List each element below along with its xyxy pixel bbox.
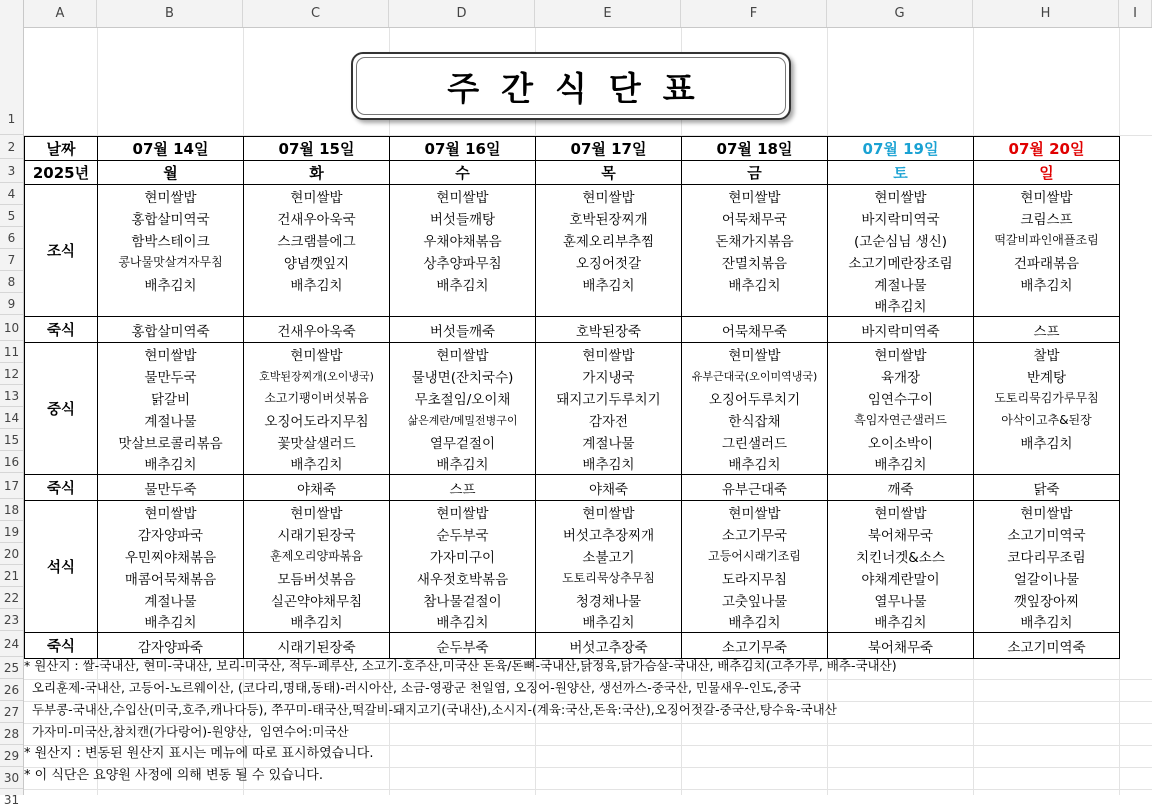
lunch-row xyxy=(25,431,1120,453)
weekday-row xyxy=(25,161,1120,185)
row-header-3[interactable]: 3 xyxy=(0,159,23,183)
porridge-cell[interactable]: 바지락미역죽 xyxy=(828,317,974,343)
porridge-cell[interactable]: 스프 xyxy=(390,475,536,501)
menu-cell[interactable]: 현미쌀밥 xyxy=(390,185,536,207)
column-header-e[interactable]: E xyxy=(535,0,681,27)
weekday-cell-saturday[interactable]: 토 xyxy=(828,161,974,185)
menu-cell[interactable]: 우채야채볶음 xyxy=(390,229,536,251)
menu-cell[interactable]: 임연수구이 xyxy=(828,387,974,409)
menu-cell[interactable]: 아삭이고추&된장 xyxy=(974,409,1120,431)
menu-cell[interactable]: 도토리묵김가루무침 xyxy=(974,387,1120,409)
menu-cell[interactable]: 호박된장찌개(오이냉국) xyxy=(244,365,390,387)
origin-note-line[interactable]: 오리훈제-국내산, 고등어-노르웨이산, (코다리,명태,동태)-러시아산, 소금-영광군 천일염, 오징어-원양산, 생선까스-중국산, 민물새우-인도,중국 xyxy=(24,680,801,695)
menu-cell[interactable]: 모듬버섯볶음 xyxy=(244,567,390,589)
row-header-9[interactable]: 9 xyxy=(0,293,23,315)
menu-cell[interactable]: 현미쌀밥 xyxy=(828,343,974,365)
year-label-cell[interactable]: 2025년 xyxy=(25,161,98,185)
breakfast-row xyxy=(25,251,1120,273)
menu-cell[interactable]: 현미쌀밥 xyxy=(974,501,1120,523)
menu-cell[interactable]: 시래기된장국 xyxy=(244,523,390,545)
menu-cell[interactable]: 얼갈이나물 xyxy=(974,567,1120,589)
menu-cell[interactable]: 우민찌야채볶음 xyxy=(98,545,244,567)
date-cell[interactable]: 07월 15일 xyxy=(244,137,390,161)
menu-cell[interactable]: 북어채무국 xyxy=(828,523,974,545)
menu-cell[interactable]: 현미쌀밥 xyxy=(536,343,682,365)
column-header-b[interactable]: B xyxy=(97,0,243,27)
menu-cell[interactable]: 고춧잎나물 xyxy=(682,589,828,611)
menu-cell[interactable]: 한식잡채 xyxy=(682,409,828,431)
menu-cell[interactable]: 감자전 xyxy=(536,409,682,431)
menu-cell[interactable]: 배추김치 xyxy=(98,453,244,475)
date-cell[interactable]: 07월 17일 xyxy=(536,137,682,161)
menu-cell[interactable]: 물냉면(잔치국수) xyxy=(390,365,536,387)
menu-cell[interactable]: 현미쌀밥 xyxy=(536,501,682,523)
dinner-row xyxy=(25,567,1120,589)
menu-cell[interactable]: 콩나물맛살겨자무침 xyxy=(98,251,244,273)
column-header-c[interactable]: C xyxy=(243,0,389,27)
menu-cell[interactable]: 현미쌀밥 xyxy=(98,343,244,365)
menu-cell[interactable]: 닭갈비 xyxy=(98,387,244,409)
dinner-row xyxy=(25,523,1120,545)
menu-cell[interactable]: 새우젓호박볶음 xyxy=(390,567,536,589)
menu-cell[interactable]: 소고기무국 xyxy=(682,523,828,545)
menu-cell[interactable] xyxy=(98,295,244,317)
origin-note-line[interactable]: * 원산지 : 쌀-국내산, 현미-국내산, 보리-미국산, 적두-페루산, 소고기-호주산,미국산 돈육/돈뼈-국내산,닭정육,닭가슴살-국내산, 배추김치(고추가루, 배추-국내산) xyxy=(24,658,897,673)
row-header-29[interactable]: 29 xyxy=(0,745,23,767)
menu-cell[interactable]: 배추김치 xyxy=(682,453,828,475)
menu-cell[interactable]: 배추김치 xyxy=(390,611,536,633)
menu-cell[interactable]: 코다리무조림 xyxy=(974,545,1120,567)
row-header-11[interactable]: 11 xyxy=(0,341,23,363)
porridge-row xyxy=(25,475,1120,501)
date-row xyxy=(25,137,1120,161)
menu-cell[interactable]: 열무나물 xyxy=(828,589,974,611)
menu-cell[interactable]: 배추김치 xyxy=(682,611,828,633)
menu-cell[interactable]: (고순심님 생신) xyxy=(828,229,974,251)
breakfast-label[interactable]: 조식 xyxy=(25,185,98,317)
menu-cell[interactable]: 계절나물 xyxy=(98,409,244,431)
menu-cell[interactable]: 소고기미역국 xyxy=(974,523,1120,545)
row-header-20[interactable]: 20 xyxy=(0,543,23,565)
row-header-31[interactable]: 31 xyxy=(3,793,20,807)
row-header-28[interactable]: 28 xyxy=(0,723,23,745)
porridge-cell[interactable]: 북어채무죽 xyxy=(828,633,974,659)
menu-cell[interactable]: 현미쌀밥 xyxy=(390,343,536,365)
porridge-cell[interactable]: 깨죽 xyxy=(828,475,974,501)
menu-cell[interactable]: 잔멸치볶음 xyxy=(682,251,828,273)
menu-cell[interactable]: 버섯들깨탕 xyxy=(390,207,536,229)
weekday-cell[interactable]: 목 xyxy=(536,161,682,185)
origin-note-line[interactable]: 가자미-미국산,참치캔(가다랑어)-원양산, 임연수어:미국산 xyxy=(24,724,349,739)
weekday-cell[interactable]: 수 xyxy=(390,161,536,185)
row-header-4[interactable]: 4 xyxy=(0,183,23,205)
menu-cell[interactable]: 현미쌀밥 xyxy=(536,185,682,207)
menu-cell[interactable]: 배추김치 xyxy=(536,453,682,475)
menu-cell[interactable]: 야채계란말이 xyxy=(828,567,974,589)
porridge-cell[interactable]: 야채죽 xyxy=(536,475,682,501)
menu-cell[interactable]: 홍합살미역국 xyxy=(98,207,244,229)
title-box xyxy=(351,52,791,120)
menu-cell[interactable]: 참나물겉절이 xyxy=(390,589,536,611)
menu-cell[interactable]: 현미쌀밥 xyxy=(244,501,390,523)
menu-cell[interactable]: 함박스테이크 xyxy=(98,229,244,251)
dinner-row xyxy=(25,611,1120,633)
column-header-h[interactable]: H xyxy=(973,0,1119,27)
menu-cell[interactable]: 돼지고기두루치기 xyxy=(536,387,682,409)
menu-cell[interactable]: 배추김치 xyxy=(390,273,536,295)
menu-cell[interactable]: 매콤어묵채볶음 xyxy=(98,567,244,589)
lunch-row xyxy=(25,365,1120,387)
page-title: 주간식단표 xyxy=(447,68,717,108)
menu-cell[interactable]: 오징어젓갈 xyxy=(536,251,682,273)
menu-cell[interactable]: 도라지무침 xyxy=(682,567,828,589)
porridge-cell[interactable]: 야채죽 xyxy=(244,475,390,501)
column-header-d[interactable]: D xyxy=(389,0,535,27)
menu-cell[interactable]: 배추김치 xyxy=(244,453,390,475)
breakfast-row xyxy=(25,295,1120,317)
menu-cell[interactable]: 가지냉국 xyxy=(536,365,682,387)
menu-cell[interactable]: 건파래볶음 xyxy=(974,251,1120,273)
menu-cell[interactable]: 배추김치 xyxy=(828,295,974,317)
column-header-a[interactable]: A xyxy=(24,0,97,27)
menu-cell[interactable]: 스크램블에그 xyxy=(244,229,390,251)
menu-cell[interactable]: 순두부국 xyxy=(390,523,536,545)
menu-cell[interactable]: 버섯고추장찌개 xyxy=(536,523,682,545)
date-cell[interactable]: 07월 14일 xyxy=(98,137,244,161)
menu-cell[interactable]: 배추김치 xyxy=(536,273,682,295)
menu-cell[interactable] xyxy=(390,295,536,317)
menu-cell[interactable]: 오이소박이 xyxy=(828,431,974,453)
menu-cell[interactable]: 양념깻잎지 xyxy=(244,251,390,273)
menu-cell[interactable]: 계절나물 xyxy=(536,431,682,453)
column-header-i[interactable]: I xyxy=(1119,0,1152,27)
row-header-22[interactable]: 22 xyxy=(0,587,23,609)
menu-cell[interactable]: 소불고기 xyxy=(536,545,682,567)
menu-cell[interactable]: 배추김치 xyxy=(244,273,390,295)
porridge-label[interactable]: 죽식 xyxy=(25,475,98,501)
row-header-14[interactable]: 14 xyxy=(0,407,23,429)
menu-cell[interactable] xyxy=(974,295,1120,317)
porridge-label[interactable]: 죽식 xyxy=(25,633,98,659)
menu-cell[interactable]: 유부근대국(오이미역냉국) xyxy=(682,365,828,387)
menu-cell[interactable]: 배추김치 xyxy=(974,611,1120,633)
menu-cell[interactable]: 소고기메란장조림 xyxy=(828,251,974,273)
menu-cell[interactable]: 현미쌀밥 xyxy=(974,185,1120,207)
menu-cell[interactable]: 찰밥 xyxy=(974,343,1120,365)
menu-cell[interactable]: 도토리묵상추무침 xyxy=(536,567,682,589)
porridge-cell[interactable]: 소고기무죽 xyxy=(682,633,828,659)
menu-cell[interactable]: 청경채나물 xyxy=(536,589,682,611)
menu-cell[interactable]: 어묵채무국 xyxy=(682,207,828,229)
menu-cell[interactable]: 맛살브로콜리볶음 xyxy=(98,431,244,453)
row-header-7[interactable]: 7 xyxy=(0,249,23,271)
menu-cell[interactable]: 고등어시래기조림 xyxy=(682,545,828,567)
porridge-cell[interactable]: 건새우아욱죽 xyxy=(244,317,390,343)
menu-cell[interactable]: 돈채가지볶음 xyxy=(682,229,828,251)
menu-cell[interactable]: 그린샐러드 xyxy=(682,431,828,453)
menu-cell[interactable]: 계절나물 xyxy=(98,589,244,611)
date-label-cell[interactable]: 날짜 xyxy=(25,137,98,161)
row-header-12[interactable]: 12 xyxy=(0,363,23,385)
menu-cell[interactable]: 실곤약야채무침 xyxy=(244,589,390,611)
row-header-16[interactable]: 16 xyxy=(0,451,23,473)
breakfast-row xyxy=(25,229,1120,251)
porridge-row xyxy=(25,317,1120,343)
menu-cell[interactable] xyxy=(682,295,828,317)
breakfast-row xyxy=(25,185,1120,207)
menu-cell[interactable]: 배추김치 xyxy=(536,611,682,633)
menu-cell[interactable]: 배추김치 xyxy=(974,273,1120,295)
menu-cell[interactable]: 건새우아욱국 xyxy=(244,207,390,229)
lunch-row xyxy=(25,387,1120,409)
lunch-row xyxy=(25,409,1120,431)
weekday-cell[interactable]: 화 xyxy=(244,161,390,185)
menu-cell[interactable]: 열무겉절이 xyxy=(390,431,536,453)
menu-cell[interactable]: 떡갈비파인애플조림 xyxy=(974,229,1120,251)
menu-cell[interactable]: 배추김치 xyxy=(98,273,244,295)
porridge-cell[interactable]: 물만두죽 xyxy=(98,475,244,501)
porridge-cell[interactable]: 닭죽 xyxy=(974,475,1120,501)
weekly-menu-table xyxy=(24,136,1120,659)
menu-cell[interactable]: 배추김치 xyxy=(390,453,536,475)
dinner-row xyxy=(25,545,1120,567)
row-header-26[interactable]: 26 xyxy=(0,679,23,701)
menu-cell[interactable]: 소고기팽이버섯볶음 xyxy=(244,387,390,409)
row-header-23[interactable]: 23 xyxy=(0,609,23,631)
menu-cell[interactable] xyxy=(244,295,390,317)
dinner-row xyxy=(25,589,1120,611)
menu-cell[interactable]: 배추김치 xyxy=(244,611,390,633)
row-header-bar xyxy=(0,27,24,807)
menu-cell[interactable]: 바지락미역국 xyxy=(828,207,974,229)
column-header-f[interactable]: F xyxy=(681,0,827,27)
date-cell[interactable]: 07월 18일 xyxy=(682,137,828,161)
porridge-cell[interactable]: 유부근대죽 xyxy=(682,475,828,501)
weekday-cell[interactable]: 금 xyxy=(682,161,828,185)
column-header-g[interactable]: G xyxy=(827,0,973,27)
menu-cell[interactable]: 배추김치 xyxy=(682,273,828,295)
menu-cell[interactable]: 치킨너겟&소스 xyxy=(828,545,974,567)
menu-change-note[interactable]: * 이 식단은 요양원 사정에 의해 변동 될 수 있습니다. xyxy=(24,768,323,783)
row-header-18[interactable]: 18 xyxy=(0,499,23,521)
menu-cell[interactable]: 현미쌀밥 xyxy=(98,185,244,207)
menu-cell[interactable]: 계절나물 xyxy=(828,273,974,295)
menu-cell[interactable]: 배추김치 xyxy=(98,611,244,633)
porridge-cell[interactable]: 버섯들깨죽 xyxy=(390,317,536,343)
menu-cell[interactable]: 반계탕 xyxy=(974,365,1120,387)
title-box-inner-border xyxy=(356,57,786,115)
row-header-19[interactable]: 19 xyxy=(0,521,23,543)
menu-cell[interactable]: 현미쌀밥 xyxy=(682,185,828,207)
column-header-bar xyxy=(0,0,1152,28)
row-header-5[interactable]: 5 xyxy=(0,205,23,227)
menu-cell[interactable] xyxy=(974,453,1120,475)
menu-cell[interactable]: 배추김치 xyxy=(828,453,974,475)
menu-cell[interactable]: 현미쌀밥 xyxy=(682,501,828,523)
menu-cell[interactable]: 오징어도라지무침 xyxy=(244,409,390,431)
menu-cell[interactable]: 현미쌀밥 xyxy=(828,185,974,207)
row-header-8[interactable]: 8 xyxy=(0,271,23,293)
breakfast-row xyxy=(25,273,1120,295)
porridge-cell[interactable]: 버섯고추장죽 xyxy=(536,633,682,659)
menu-cell[interactable]: 호박된장찌개 xyxy=(536,207,682,229)
origin-change-note[interactable]: * 원산지 : 변동된 원산지 표시는 메뉴에 따로 표시하였습니다. xyxy=(24,746,374,761)
menu-cell[interactable]: 훈제오리양파볶음 xyxy=(244,545,390,567)
menu-cell[interactable]: 오징어두루치기 xyxy=(682,387,828,409)
porridge-cell[interactable]: 호박된장죽 xyxy=(536,317,682,343)
menu-cell[interactable]: 무초절임/오이채 xyxy=(390,387,536,409)
menu-cell[interactable]: 감자양파국 xyxy=(98,523,244,545)
lunch-row xyxy=(25,343,1120,365)
dinner-row xyxy=(25,501,1120,523)
menu-cell[interactable] xyxy=(536,295,682,317)
menu-cell[interactable]: 현미쌀밥 xyxy=(828,501,974,523)
date-cell-sunday[interactable]: 07월 20일 xyxy=(974,137,1120,161)
porridge-label[interactable]: 죽식 xyxy=(25,317,98,343)
menu-cell[interactable]: 배추김치 xyxy=(828,611,974,633)
porridge-cell[interactable]: 홍합살미역죽 xyxy=(98,317,244,343)
row-header-6[interactable]: 6 xyxy=(0,227,23,249)
select-all-corner[interactable] xyxy=(0,0,24,27)
menu-cell[interactable]: 흑임자연근샐러드 xyxy=(828,409,974,431)
dinner-label[interactable]: 석식 xyxy=(25,501,98,633)
weekday-cell[interactable]: 월 xyxy=(98,161,244,185)
menu-cell[interactable]: 현미쌀밥 xyxy=(244,185,390,207)
sheet-grid[interactable] xyxy=(24,28,1152,795)
menu-cell[interactable]: 물만두국 xyxy=(98,365,244,387)
lunch-label[interactable]: 중식 xyxy=(25,343,98,475)
porridge-cell[interactable]: 감자양파죽 xyxy=(98,633,244,659)
porridge-cell[interactable]: 소고기미역죽 xyxy=(974,633,1120,659)
row-header-13[interactable]: 13 xyxy=(0,385,23,407)
menu-cell[interactable]: 크림스프 xyxy=(974,207,1120,229)
menu-cell[interactable]: 훈제오리부추찜 xyxy=(536,229,682,251)
menu-cell[interactable]: 육개장 xyxy=(828,365,974,387)
menu-cell[interactable]: 상추양파무침 xyxy=(390,251,536,273)
porridge-cell[interactable]: 시래기된장죽 xyxy=(244,633,390,659)
menu-cell[interactable]: 현미쌀밥 xyxy=(98,501,244,523)
breakfast-row xyxy=(25,207,1120,229)
menu-cell[interactable]: 꽃맛살샐러드 xyxy=(244,431,390,453)
menu-cell[interactable]: 가자미구이 xyxy=(390,545,536,567)
row-header-2[interactable]: 2 xyxy=(0,135,23,159)
row-header-17[interactable]: 17 xyxy=(0,473,23,499)
porridge-cell[interactable]: 어묵채무죽 xyxy=(682,317,828,343)
row-header-1[interactable]: 1 xyxy=(0,27,23,135)
origin-note-line[interactable]: 두부콩-국내산,수입산(미국,호주,캐나다등), 쭈꾸미-태국산,떡갈비-돼지고기(국내산),소시지-(계육:국산,돈육:국산),오징어젓갈-중국산,탕수육-국내산 xyxy=(24,702,837,717)
row-header-24[interactable]: 24 xyxy=(0,631,23,657)
row-header-15[interactable]: 15 xyxy=(0,429,23,451)
row-header-30[interactable]: 30 xyxy=(0,767,23,789)
row-header-21[interactable]: 21 xyxy=(0,565,23,587)
menu-cell[interactable]: 현미쌀밥 xyxy=(390,501,536,523)
row-header-27[interactable]: 27 xyxy=(0,701,23,723)
row-header-25[interactable]: 25 xyxy=(0,657,23,679)
menu-cell[interactable]: 삶은계란/메밀전병구이 xyxy=(390,409,536,431)
row-header-10[interactable]: 10 xyxy=(0,315,23,341)
date-cell-saturday[interactable]: 07월 19일 xyxy=(828,137,974,161)
menu-cell[interactable]: 현미쌀밥 xyxy=(682,343,828,365)
weekday-cell-sunday[interactable]: 일 xyxy=(974,161,1120,185)
menu-cell[interactable]: 깻잎장아찌 xyxy=(974,589,1120,611)
porridge-cell[interactable]: 순두부죽 xyxy=(390,633,536,659)
menu-cell[interactable]: 현미쌀밥 xyxy=(244,343,390,365)
lunch-row xyxy=(25,453,1120,475)
menu-cell[interactable]: 배추김치 xyxy=(974,431,1120,453)
porridge-cell[interactable]: 스프 xyxy=(974,317,1120,343)
date-cell[interactable]: 07월 16일 xyxy=(390,137,536,161)
